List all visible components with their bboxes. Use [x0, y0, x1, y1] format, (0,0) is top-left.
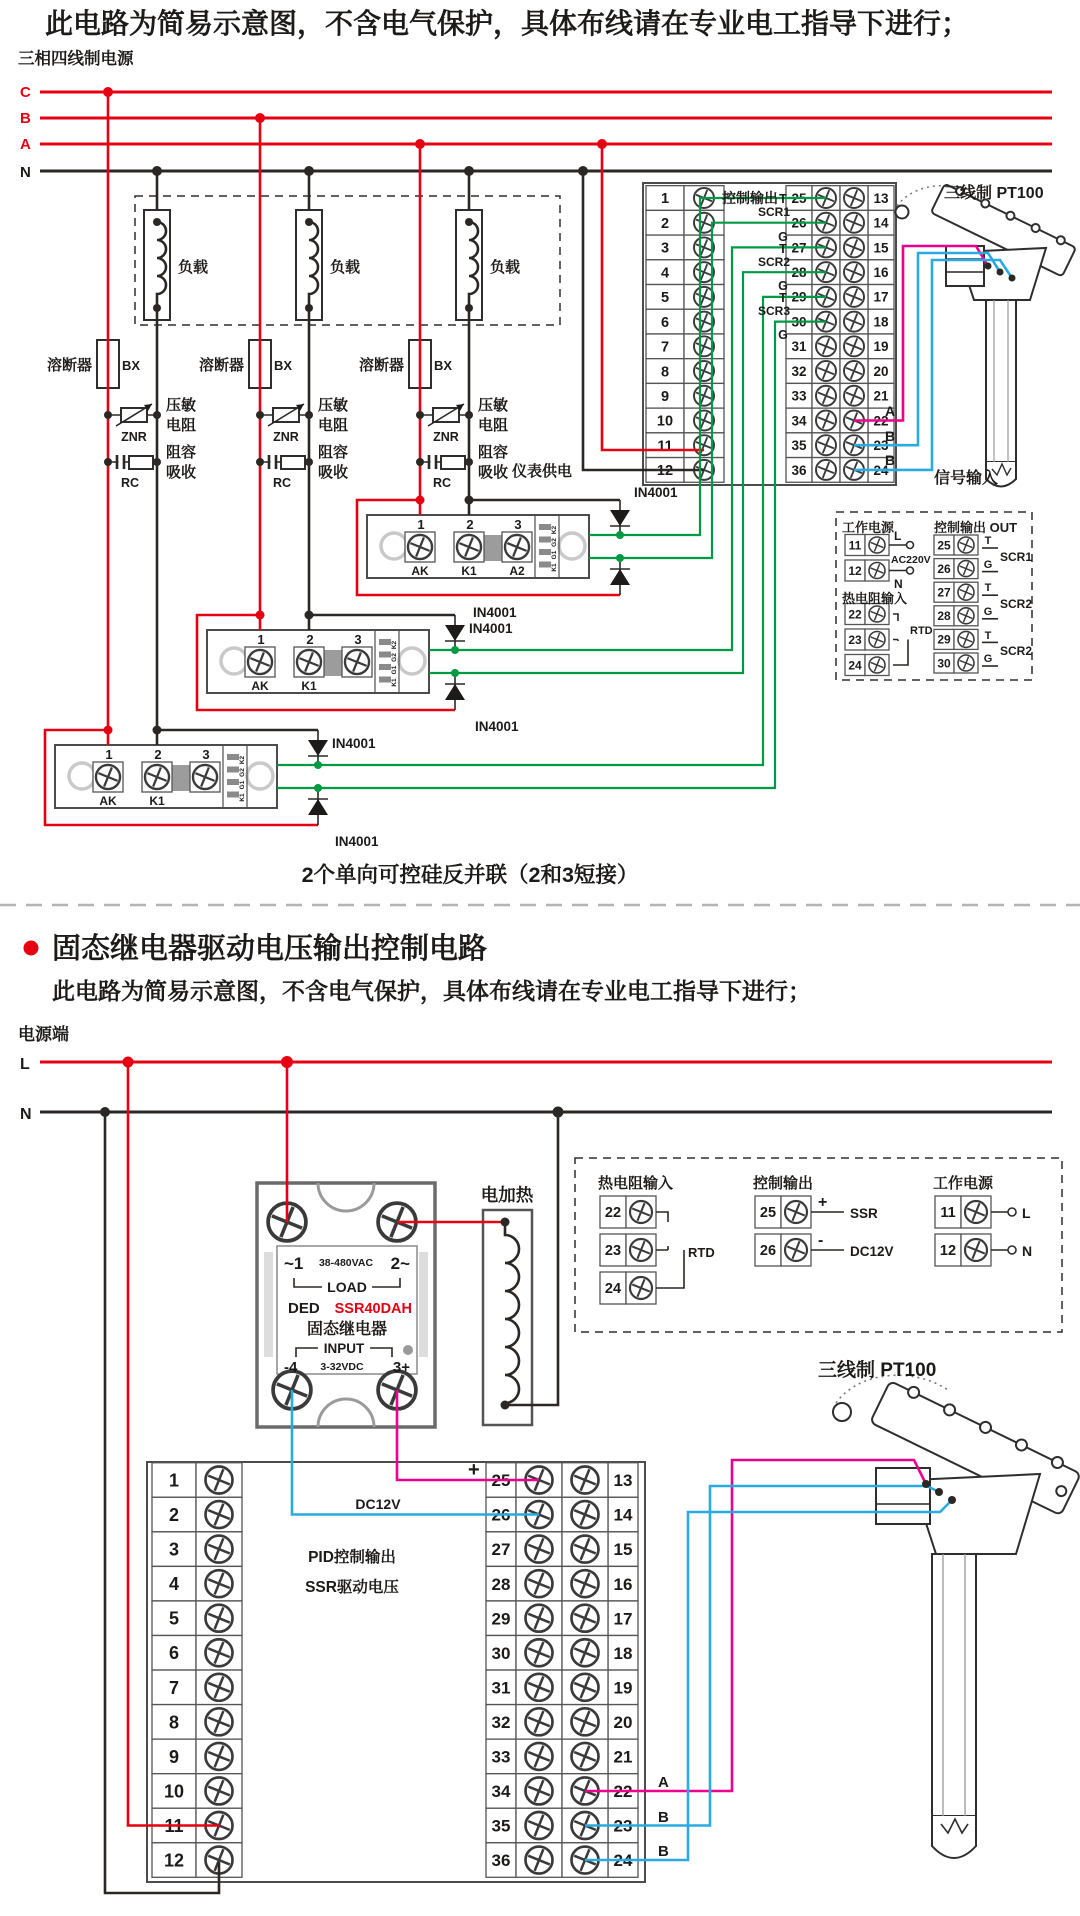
znr-name-2b: 电阻	[318, 417, 349, 434]
rc-name-1a: 阻容	[166, 444, 197, 461]
ssr-name: 固态继电器	[306, 1321, 388, 1338]
source-label-bottom: 电源端	[18, 1025, 69, 1044]
legend-rtd-input: 热电阻输入	[842, 591, 908, 606]
module-terminal-name: AK	[251, 679, 269, 693]
sensor-probe	[986, 300, 1016, 462]
terminal-number: 31	[491, 1678, 511, 1698]
terminal-number: 10	[656, 413, 674, 430]
legend-control-out: 控制输出 OUT	[934, 520, 1018, 535]
terminal-number: 16	[613, 1574, 633, 1594]
scr3-label: SCR3	[757, 304, 790, 318]
module-terminal-number: 1	[105, 747, 113, 762]
sensor-cap-icon	[833, 1403, 851, 1421]
ssr-vdc: 3-32VDC	[320, 1361, 364, 1373]
g-label: G	[778, 328, 788, 342]
antiparallel-note: 2个单向可控硅反并联（2和3短接）	[301, 863, 639, 887]
terminal-number: 26	[937, 561, 951, 576]
terminal-number: 33	[491, 1747, 511, 1767]
module-terminal-number: 2	[154, 747, 162, 762]
legend2-control-out: 控制输出	[753, 1175, 814, 1192]
terminal-number: 11	[848, 538, 862, 553]
module-terminal-name: K1	[461, 564, 477, 578]
gate-terminal-label: G1	[239, 780, 246, 790]
terminal-number: 21	[613, 1747, 633, 1767]
fuse-label-1: 溶断器	[46, 357, 92, 374]
legend-scr3: SCR2	[1000, 644, 1033, 658]
terminal-number: 30	[791, 314, 807, 330]
varistor-2	[268, 404, 304, 426]
terminal-number: 11	[164, 1815, 184, 1836]
rc-name-3a: 阻容	[478, 444, 509, 461]
gate-terminal	[379, 652, 391, 658]
wire-b-label-2: B	[658, 1809, 669, 1826]
terminal-number: 14	[873, 215, 889, 231]
legend-rtd: RTD	[910, 625, 933, 637]
diode-m2-bottom	[445, 684, 465, 700]
module-terminal-number: 1	[417, 517, 425, 532]
terminal-number: 23	[848, 632, 862, 647]
diode-label: IN4001	[332, 736, 376, 751]
terminal-number: 9	[168, 1746, 180, 1767]
gate-terminal-label: K1	[391, 678, 398, 687]
legend2-rtd-input: 热电阻输入	[598, 1175, 674, 1192]
znr-code-2: ZNR	[273, 430, 299, 444]
fuse-label-3: 溶断器	[358, 357, 404, 374]
legend-n: N	[894, 577, 903, 591]
load-label-2: 负载	[330, 259, 361, 276]
module-terminal-name: K1	[301, 679, 317, 693]
gate-terminal	[227, 792, 239, 798]
terminal-number: 27	[491, 1540, 511, 1560]
legend2-work-power: 工作电源	[933, 1175, 994, 1192]
terminal-number: 17	[613, 1609, 633, 1629]
section2-heading: 固态继电器驱动电压输出控制电路	[52, 933, 488, 965]
load-3	[456, 210, 482, 320]
znr-name-1a: 压敏	[166, 397, 197, 414]
terminal-number: 21	[873, 388, 889, 404]
diode-label: IN4001	[475, 719, 519, 734]
terminal-number: 1	[660, 191, 670, 208]
legend-work-power: 工作电源	[842, 520, 895, 535]
bullet-icon	[24, 941, 39, 956]
legend-l: L	[894, 529, 902, 543]
gate-terminal	[539, 537, 551, 543]
varistor-1	[116, 404, 152, 426]
diode-m1-bottom	[610, 569, 630, 585]
terminal-number: 18	[873, 314, 889, 330]
dc12v-label: DC12V	[355, 1496, 401, 1512]
module-terminal-name: A2	[509, 564, 525, 578]
terminal-number: 11	[940, 1205, 956, 1222]
terminal-number: 12	[656, 463, 674, 480]
terminal-number: 20	[613, 1712, 633, 1732]
terminal-number: 17	[873, 289, 889, 305]
terminal-number: 6	[168, 1643, 180, 1664]
terminal-number: 12	[163, 1850, 185, 1871]
terminal-number: 34	[491, 1782, 511, 1802]
legend2-rtd: RTD	[688, 1245, 715, 1260]
diode-m2-top	[445, 625, 465, 641]
znr-name-3b: 电阻	[478, 417, 509, 434]
rc-code-3: RC	[432, 476, 452, 490]
g-label: G	[983, 559, 993, 571]
gate-terminal	[379, 677, 391, 683]
terminal-number: 23	[873, 438, 889, 454]
heater-label: 电加热	[480, 1185, 534, 1205]
terminal-number: 36	[791, 462, 807, 478]
g-label: G	[983, 606, 993, 618]
gate-terminal-label: G2	[391, 653, 398, 662]
terminal-number: 30	[491, 1643, 511, 1663]
znr-name-1b: 电阻	[166, 417, 197, 434]
terminal-number: 20	[873, 363, 889, 379]
wire-b2-label: B	[885, 452, 896, 468]
neutral-label: N	[20, 164, 31, 181]
terminal-number: 27	[937, 585, 951, 600]
terminal-number: 3	[660, 240, 670, 257]
gate-terminal-label: K1	[239, 793, 246, 802]
rc-code-1: RC	[120, 476, 140, 490]
terminal-number: 26	[759, 1243, 777, 1260]
gate-terminal	[227, 754, 239, 760]
terminal-number: 16	[873, 265, 889, 281]
wire-b-label: B	[885, 428, 896, 444]
scr2-label: SCR2	[757, 255, 790, 269]
gate-terminal	[379, 664, 391, 670]
legend2-ssr: SSR	[850, 1206, 878, 1221]
diode-label: IN4001	[634, 485, 678, 500]
diode-label: IN4001	[473, 605, 517, 620]
gate-terminal-label: G1	[551, 550, 558, 560]
t-label: T	[779, 242, 787, 256]
terminal-number: 12	[848, 563, 862, 578]
module-terminal-number: 3	[354, 632, 362, 647]
sensor-cap-icon	[896, 206, 909, 219]
g-label: G	[778, 279, 788, 293]
terminal-number: 1	[168, 1470, 180, 1491]
gate-terminal	[227, 779, 239, 785]
ssr-load: LOAD	[327, 1279, 367, 1295]
terminal-number: 23	[604, 1243, 622, 1260]
ssr-drive-label: SSR驱动电压	[305, 1579, 399, 1596]
rc-snubber-3	[429, 454, 465, 470]
terminal-number: 22	[613, 1782, 633, 1802]
terminal-number: 24	[848, 658, 862, 673]
terminal-number: 31	[791, 339, 807, 355]
legend2-minus: -	[818, 1232, 824, 1249]
terminal-number: 32	[491, 1712, 511, 1732]
t-label: T	[984, 630, 992, 642]
terminal-number: 18	[613, 1643, 633, 1663]
terminal-block-top	[643, 183, 896, 485]
ssr-ac2: 2~	[390, 1254, 410, 1273]
terminal-number: 14	[613, 1505, 633, 1525]
terminal-number: 2	[660, 215, 670, 232]
terminal-number: 36	[491, 1851, 511, 1871]
terminal-number: 4	[168, 1574, 180, 1595]
terminal-number: 29	[491, 1609, 511, 1629]
legend2-l: L	[1022, 1205, 1031, 1221]
terminal-number: 22	[873, 413, 889, 429]
ssr-minus4: -4	[284, 1359, 298, 1376]
module-terminal-number: 3	[514, 517, 522, 532]
terminal-number: 3	[168, 1539, 180, 1560]
sensor-label-top: 三线制 PT100	[944, 185, 1044, 202]
g-label: G	[778, 230, 788, 244]
terminal-number: 27	[791, 240, 807, 256]
scr1-label: SCR1	[757, 205, 790, 219]
control-out-label: 控制输出	[722, 190, 778, 206]
sensor-label-bottom: 三线制 PT100	[818, 1360, 937, 1381]
module-terminal-number: 1	[257, 632, 265, 647]
gate-terminal-label: G2	[239, 768, 246, 777]
terminal-number: 24	[873, 462, 889, 478]
gate-terminal	[539, 549, 551, 555]
live-label: L	[20, 1056, 30, 1073]
diode-label: IN4001	[469, 621, 513, 636]
gate-terminal-label: K1	[551, 563, 558, 572]
module-terminal-name: AK	[99, 794, 117, 808]
gate-terminal-label: G1	[391, 665, 398, 675]
terminal-number: 25	[791, 190, 807, 206]
terminal-number: 32	[791, 363, 807, 379]
terminal-number: 8	[660, 364, 670, 381]
terminal-number: 13	[873, 190, 889, 206]
module-terminal-number: 3	[202, 747, 210, 762]
terminal-number: 35	[791, 438, 807, 454]
terminal-number: 13	[613, 1471, 633, 1491]
legend-scr1: SCR1	[1000, 550, 1033, 564]
wire-a-label-2: A	[658, 1774, 669, 1791]
scr-module-1	[367, 515, 589, 578]
terminal-number: 25	[491, 1471, 511, 1491]
terminal-number: 24	[613, 1851, 633, 1871]
terminal-number: 22	[604, 1205, 622, 1222]
diode-m1-top	[610, 510, 630, 526]
pt100-sensor-bottom	[833, 1375, 1080, 1858]
terminal-number: 26	[491, 1505, 511, 1525]
legend2-plus: +	[818, 1194, 828, 1211]
pid-output-label: PID控制输出	[308, 1549, 396, 1566]
ssr-input: INPUT	[323, 1341, 365, 1356]
legend2-n: N	[1022, 1243, 1033, 1259]
terminal-number: 26	[791, 215, 807, 231]
signal-input-label: 信号输入	[934, 470, 999, 487]
znr-code-1: ZNR	[121, 430, 147, 444]
module-terminal-number: 2	[466, 517, 474, 532]
module-terminal-name: K1	[149, 794, 165, 808]
terminal-number: 28	[491, 1574, 511, 1594]
terminal-number: 8	[168, 1712, 180, 1733]
phase-c-label: C	[20, 84, 31, 101]
terminal-number: 25	[937, 538, 951, 553]
legend2-dc12v: DC12V	[850, 1244, 894, 1259]
terminal-number: 6	[660, 314, 670, 331]
rc-name-2a: 阻容	[318, 444, 349, 461]
phase-a-label: A	[20, 136, 31, 153]
module-terminal-name: AK	[411, 564, 429, 578]
ssr-plus3: 3+	[392, 1359, 410, 1376]
terminal-number: 11	[657, 438, 673, 455]
terminal-number: 19	[613, 1678, 633, 1698]
disclaimer-bottom: 此电路为简易示意图，不含电气保护，具体布线请在专业电工指导下进行；	[52, 978, 811, 1004]
terminal-number: 5	[660, 290, 670, 307]
terminal-block-bottom	[147, 1462, 645, 1882]
gate-terminal	[379, 639, 391, 645]
terminal-number: 25	[759, 1205, 777, 1222]
load-1	[144, 210, 170, 320]
terminal-number: 23	[613, 1816, 633, 1836]
t-label: T	[984, 535, 992, 547]
terminal-number: 19	[873, 339, 889, 355]
plus-label: +	[468, 1459, 480, 1481]
source-label-top: 三相四线制电源	[18, 50, 134, 68]
legend-ac220v: AC220V	[891, 554, 931, 566]
terminal-number: 15	[873, 240, 889, 256]
terminal-number: 5	[168, 1608, 180, 1629]
terminal-number: 4	[660, 265, 670, 282]
ssr-brand: DED	[288, 1300, 320, 1317]
terminal-number: 9	[660, 388, 670, 405]
znr-code-3: ZNR	[433, 430, 459, 444]
diode-m3-bottom	[308, 799, 328, 815]
terminal-number: 10	[163, 1781, 185, 1802]
terminal-number: 24	[604, 1281, 622, 1298]
fuse-code-1: BX	[122, 358, 141, 373]
fuse-label-2: 溶断器	[198, 357, 244, 374]
module-terminal-number: 2	[306, 632, 314, 647]
varistor-3	[428, 404, 464, 426]
wire-b2-label-2: B	[658, 1843, 669, 1860]
terminal-number: 7	[168, 1677, 180, 1698]
scr-module-2	[207, 630, 429, 693]
rc-snubber-2	[269, 454, 305, 470]
ssr-vac: 38-480VAC	[318, 1257, 374, 1269]
terminal-number: 7	[660, 339, 670, 356]
rc-name-1b: 吸收	[166, 464, 197, 481]
t-label: T	[779, 192, 787, 206]
terminal-number: 29	[937, 632, 951, 647]
load-label-1: 负载	[178, 259, 209, 276]
gate-terminal	[539, 524, 551, 530]
fuse-code-3: BX	[434, 358, 453, 373]
neutral2-label: N	[20, 1106, 32, 1123]
g-label: G	[983, 653, 993, 665]
wire-a-label: A	[885, 403, 896, 419]
heater	[483, 1210, 532, 1425]
t-label: T	[779, 291, 787, 305]
diode-m3-top	[308, 740, 328, 756]
sensor-probe	[932, 1554, 976, 1816]
terminal-number: 35	[491, 1816, 511, 1836]
terminal-number: 33	[791, 388, 807, 404]
gate-terminal	[539, 562, 551, 568]
phase-b-label: B	[20, 110, 31, 127]
rc-name-2b: 吸收	[318, 464, 349, 481]
terminal-number: 30	[937, 656, 951, 671]
gate-terminal-label: K2	[391, 640, 398, 650]
legend-scr2: SCR2	[1000, 597, 1033, 611]
load-2	[296, 210, 322, 320]
rc-snubber-1	[117, 454, 153, 470]
znr-name-3a: 压敏	[478, 397, 509, 414]
terminal-number: 12	[939, 1243, 957, 1260]
gate-terminal	[227, 767, 239, 773]
terminal-number: 28	[791, 265, 807, 281]
terminal-number: 15	[613, 1540, 633, 1560]
scr-module-3	[55, 745, 277, 808]
disclaimer-top: 此电路为简易示意图，不含电气保护，具体布线请在专业电工指导下进行；	[45, 8, 970, 39]
terminal-number: 34	[791, 413, 807, 429]
ssr-model: SSR40DAH	[334, 1301, 412, 1317]
ssr-led-icon	[403, 1345, 413, 1355]
diode-label: IN4001	[335, 834, 379, 849]
rc-name-3b: 吸收	[478, 464, 509, 481]
t-label: T	[984, 582, 992, 594]
znr-name-2a: 压敏	[318, 397, 349, 414]
pt100-sensor-top	[896, 180, 1078, 486]
terminal-number: 29	[791, 289, 807, 305]
rc-code-2: RC	[272, 476, 292, 490]
gate-terminal-label: K2	[551, 525, 558, 535]
components	[97, 210, 532, 1427]
gate-terminal-label: K2	[239, 755, 246, 765]
fuse-code-2: BX	[274, 358, 293, 373]
ssr-ac1: ~1	[284, 1254, 304, 1273]
terminal-number: 2	[168, 1505, 180, 1526]
meter-supply-label: 仪表供电	[512, 463, 573, 480]
terminal-number: 28	[937, 609, 951, 624]
terminal-number: 22	[848, 607, 862, 622]
gate-terminal-label: G2	[551, 538, 558, 547]
load-label-3: 负载	[490, 259, 521, 276]
